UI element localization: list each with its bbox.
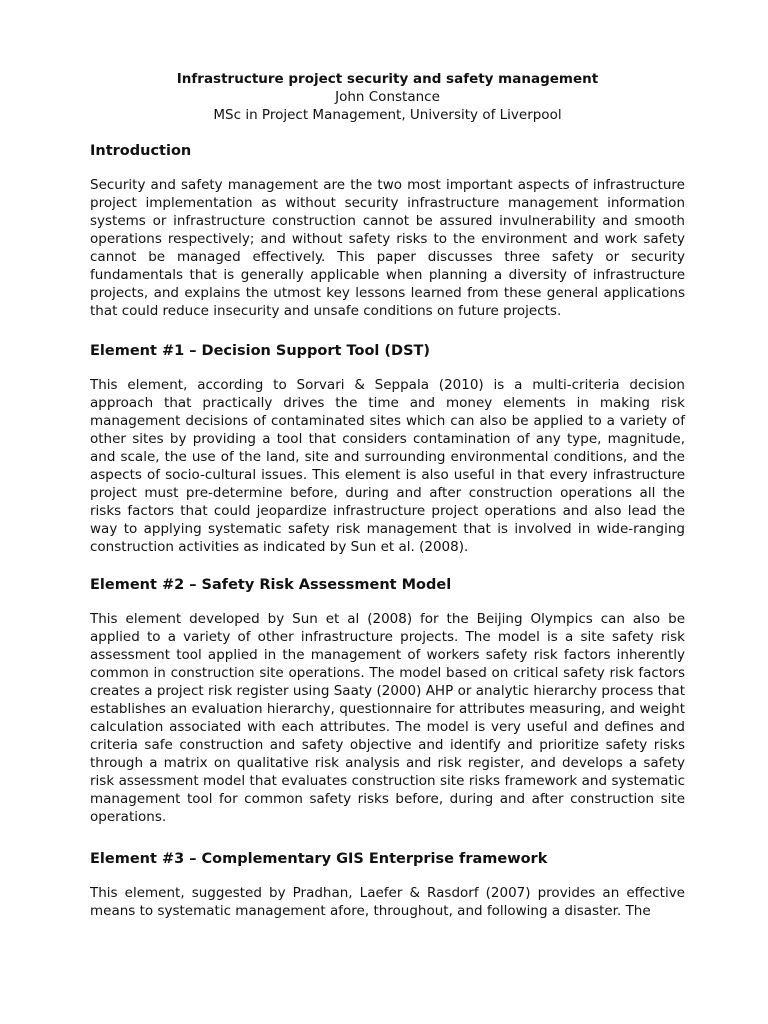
section-heading: Introduction xyxy=(90,143,192,159)
document-header xyxy=(90,70,685,124)
section-heading: Element #1 – Decision Support Tool (DST) xyxy=(90,343,431,359)
section-heading: Element #3 – Complementary GIS Enterprise framework xyxy=(90,851,548,867)
section-element-3 xyxy=(90,850,685,920)
section-paragraph: This element, according to Sorvari & Seppala (2010) is a multi-criteria decision approach that practically drives the time and money elements in making risk management decisions of contaminated sites which can also be applied to a variety of other sites by providing a tool that considers contamination of any type, magnitude, and scale, the use of the land, site and surrounding environmental conditions, and the aspects of socio-cultural issues. This element is also useful in that every infrastructure project must pre-determine before, during and after construction operations all the risks factors that could jeopardize infrastructure project operations and also lead the way to applying systematic safety risk management that is involved in wide-ranging construction activities as indicated by Sun et al. (2008). xyxy=(90,377,685,555)
document-author: John Constance xyxy=(335,89,440,105)
document-affiliation: MSc in Project Management, University of Liverpool xyxy=(213,107,562,123)
section-paragraph: This element, suggested by Pradhan, Laefer & Rasdorf (2007) provides an effective means to systematic management afore, throughout, and following a disaster. The xyxy=(90,885,685,919)
section-paragraph: This element developed by Sun et al (2008) for the Beijing Olympics can also be applied to a variety of other infrastructure projects. The model is a site safety risk assessment tool applied in the management of workers safety risk factors inherently common in construction site operations. The model based on critical safety risk factors creates a project risk register using Saaty (2000) AHP or analytic hierarchy process that establishes an evaluation hierarchy, questionnaire for attributes measuring, and weight calculation associated with each attributes. The model is very useful and defines and criteria safe construction and safety objective and identify and prioritize safety risks through a matrix on qualitative risk analysis and risk register, and develops a safety risk assessment model that evaluates construction site risks framework and systematic management tool for common safety risks before, during and after construction site operations. xyxy=(90,611,685,825)
section-introduction xyxy=(90,142,685,320)
section-heading: Element #2 – Safety Risk Assessment Model xyxy=(90,577,452,593)
section-element-1 xyxy=(90,342,685,556)
document-title: Infrastructure project security and safety management xyxy=(176,71,599,87)
section-paragraph: Security and safety management are the two most important aspects of infrastructure project implementation as without security infrastructure management information systems or infrastructure construction cannot be assured invulnerability and smooth operations respectively; and without safety risks to the environment and work safety cannot be managed effectively. This paper discusses three safety or security fundamentals that is generally applicable when planning a diversity of infrastructure projects, and explains the utmost key lessons learned from these general applications that could reduce insecurity and unsafe conditions on future projects. xyxy=(90,177,685,319)
section-element-2 xyxy=(90,576,685,826)
